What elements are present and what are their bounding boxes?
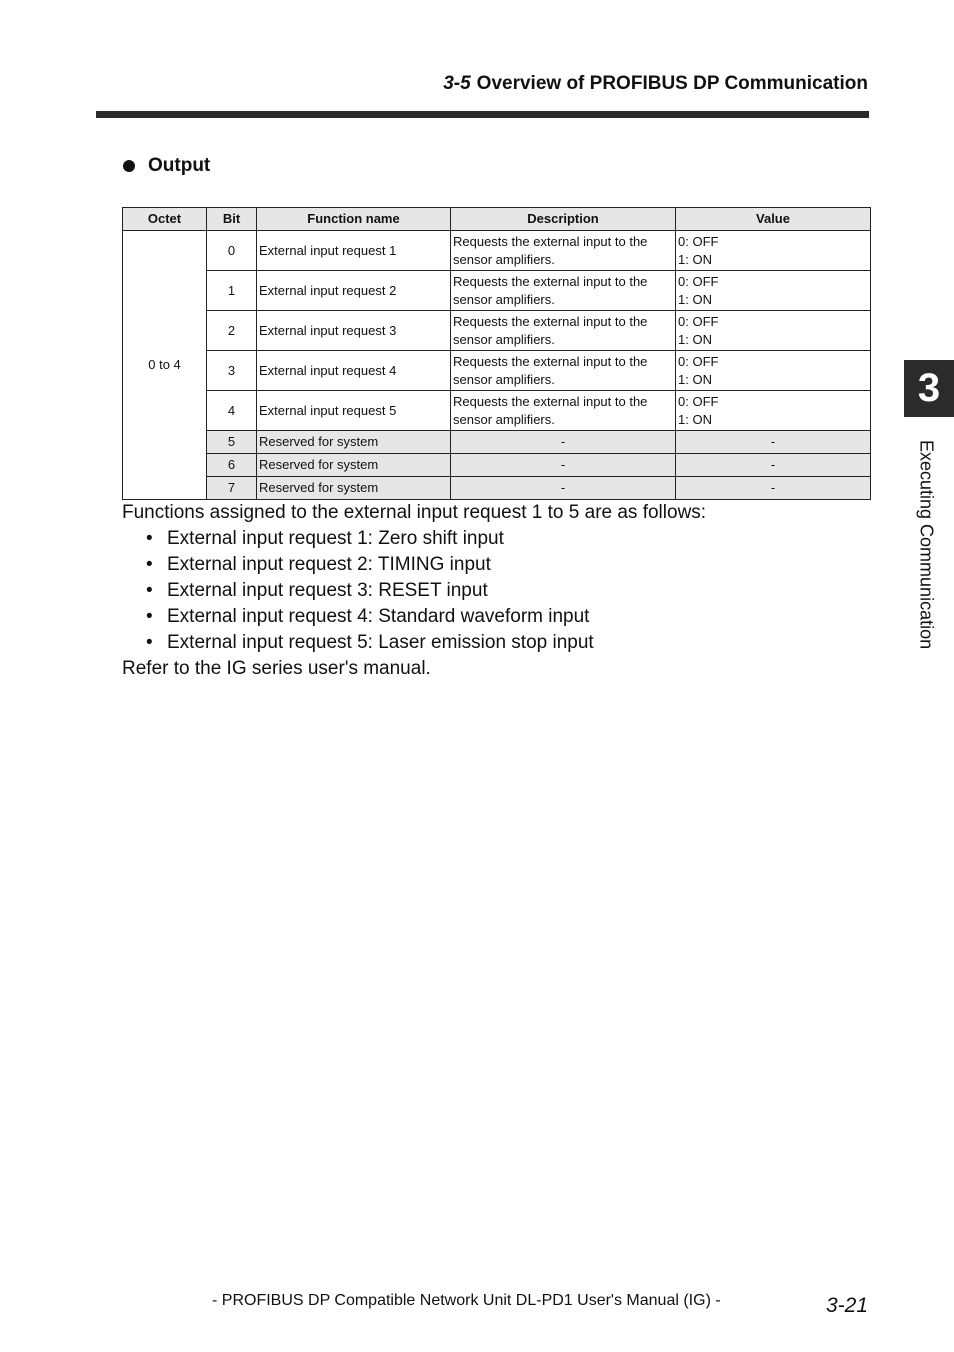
header-function-name: Function name [257, 208, 451, 231]
notes-block [122, 500, 862, 682]
value-line: 1: ON [678, 371, 712, 387]
octet-cell: 0 to 4 [123, 231, 207, 500]
value-cell: - [676, 454, 871, 477]
table-row [123, 271, 871, 311]
page-header-title [443, 73, 868, 95]
header-value: Value [676, 208, 871, 231]
list-item-text: External input request 5: Laser emission stop input [167, 632, 594, 653]
table-row-reserved [123, 454, 871, 477]
description-line: sensor amplifiers. [453, 411, 555, 427]
bullet-icon: • [146, 554, 153, 575]
value-line: 0: OFF [678, 353, 719, 369]
list-item-text: External input request 2: TIMING input [167, 554, 491, 575]
function-cell: Reserved for system [257, 454, 451, 477]
chapter-tab [904, 360, 954, 417]
section-title: Overview of PROFIBUS DP Communication [476, 73, 868, 94]
value-cell: - [676, 431, 871, 454]
description-cell [451, 351, 676, 391]
value-line: 1: ON [678, 291, 712, 307]
bit-cell: 0 [207, 231, 257, 271]
table-header-row [123, 208, 871, 231]
header-bit: Bit [207, 208, 257, 231]
description-line: Requests the external input to the [453, 393, 648, 409]
page-number: 3-21 [825, 1294, 868, 1317]
value-line: 1: ON [678, 411, 712, 427]
function-cell: External input request 1 [257, 231, 451, 271]
bullet-icon: • [146, 632, 153, 653]
table-row [123, 311, 871, 351]
bit-cell: 7 [207, 477, 257, 500]
table-row [123, 231, 871, 271]
table-row [123, 391, 871, 431]
list-item-text: External input request 4: Standard waveform input [167, 606, 590, 627]
bit-cell: 4 [207, 391, 257, 431]
list-item [146, 604, 862, 630]
list-item [146, 630, 862, 656]
value-cell [676, 271, 871, 311]
value-line: 0: OFF [678, 313, 719, 329]
bullet-dot-icon [123, 160, 135, 172]
bullet-icon: • [146, 580, 153, 601]
bullet-icon: • [146, 606, 153, 627]
list-item-text: External input request 3: RESET input [167, 580, 488, 601]
value-line: 0: OFF [678, 233, 719, 249]
description-cell [451, 311, 676, 351]
function-cell: External input request 2 [257, 271, 451, 311]
list-item [146, 578, 862, 604]
section-heading [123, 155, 210, 177]
description-line: Requests the external input to the [453, 233, 648, 249]
list-item-text: External input request 1: Zero shift input [167, 528, 504, 549]
section-number: 3-5 [443, 73, 471, 94]
chapter-title-vertical [898, 440, 954, 680]
bit-cell: 5 [207, 431, 257, 454]
description-line: sensor amplifiers. [453, 251, 555, 267]
function-cell: External input request 3 [257, 311, 451, 351]
section-heading-label: Output [148, 155, 211, 176]
value-line: 1: ON [678, 251, 712, 267]
description-cell [451, 231, 676, 271]
output-table [122, 207, 871, 500]
bullet-icon: • [146, 528, 153, 549]
value-line: 0: OFF [678, 273, 719, 289]
value-line: 0: OFF [678, 393, 719, 409]
function-cell: External input request 5 [257, 391, 451, 431]
bit-cell: 6 [207, 454, 257, 477]
description-line: sensor amplifiers. [453, 371, 555, 387]
description-line: sensor amplifiers. [453, 331, 555, 347]
description-line: Requests the external input to the [453, 353, 648, 369]
notes-list [122, 526, 862, 656]
footer-manual-title: - PROFIBUS DP Compatible Network Unit DL-PD1 User's Manual (IG) - [212, 1292, 721, 1309]
description-cell [451, 271, 676, 311]
header-octet: Octet [123, 208, 207, 231]
value-cell [676, 351, 871, 391]
function-cell: Reserved for system [257, 477, 451, 500]
description-line: Requests the external input to the [453, 273, 648, 289]
chapter-number: 3 [917, 366, 941, 410]
description-line: sensor amplifiers. [453, 291, 555, 307]
bit-cell: 1 [207, 271, 257, 311]
table-row-reserved [123, 477, 871, 500]
table-row-reserved [123, 431, 871, 454]
value-cell: - [676, 477, 871, 500]
list-item [146, 526, 862, 552]
notes-refer: Refer to the IG series user's manual. [122, 658, 431, 679]
notes-intro: Functions assigned to the external input request 1 to 5 are as follows: [122, 502, 707, 523]
table-row [123, 351, 871, 391]
description-cell: - [451, 454, 676, 477]
description-line: Requests the external input to the [453, 313, 648, 329]
list-item [146, 552, 862, 578]
bit-cell: 2 [207, 311, 257, 351]
bit-cell: 3 [207, 351, 257, 391]
description-cell: - [451, 431, 676, 454]
description-cell [451, 391, 676, 431]
function-cell: Reserved for system [257, 431, 451, 454]
value-cell [676, 311, 871, 351]
header-rule [96, 111, 869, 118]
header-description: Description [451, 208, 676, 231]
function-cell: External input request 4 [257, 351, 451, 391]
value-cell [676, 231, 871, 271]
value-cell [676, 391, 871, 431]
chapter-title: Executing Communication [916, 440, 937, 650]
value-line: 1: ON [678, 331, 712, 347]
description-cell: - [451, 477, 676, 500]
